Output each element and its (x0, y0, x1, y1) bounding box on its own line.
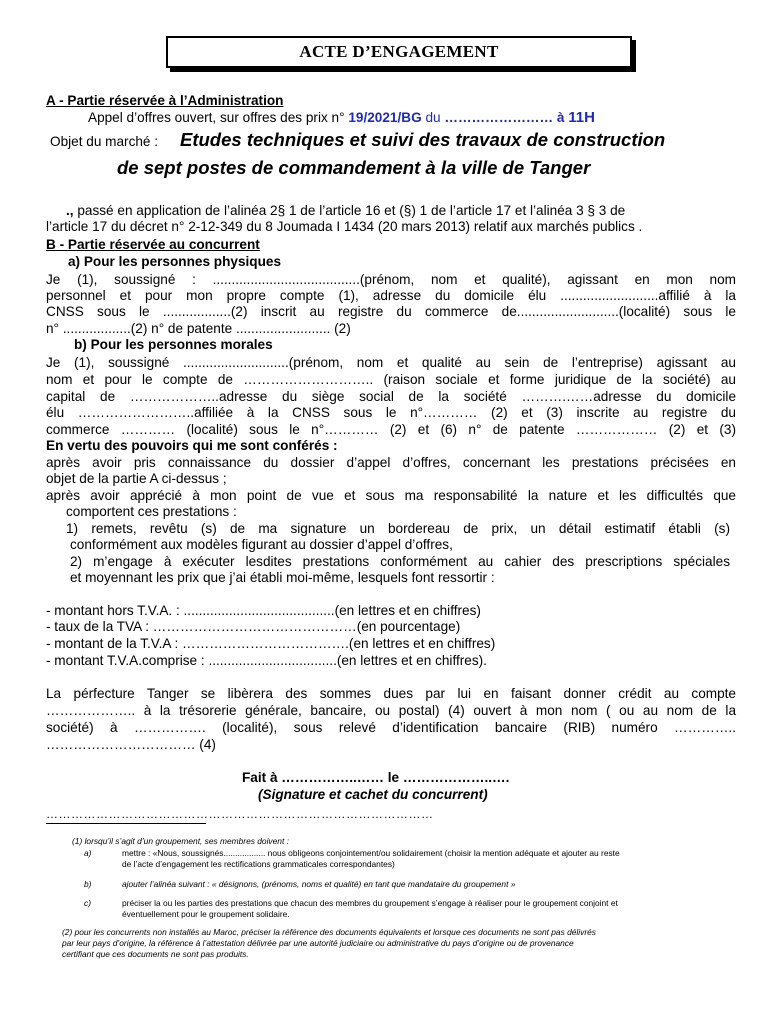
personnes-physiques-heading: a) Pour les personnes physiques (68, 254, 282, 269)
footnote-1c-line-1: préciser la ou les parties des prestations que chacun des membres du groupement s’engage à réaliser pour le groupement conjoint et (122, 898, 618, 908)
appel-du: du (425, 110, 441, 125)
fait-a-line: Fait à ……………..…… le ………………..…. (242, 770, 510, 785)
pouvoirs-line-3: après avoir apprécié à mon point de vue et sous ma responsabilité la nature et les difficultés que (46, 488, 736, 503)
pouvoirs-line-7: 2) m’engage à exécuter lesdites prestations conformément au cahier des prescriptions spéciales (70, 554, 730, 569)
morale-line-1: Je (1), soussigné ............................(prénom, nom et qualité au sein de l’entreprise) agissant au (46, 355, 736, 370)
appel-prefix: Appel d’offres ouvert, sur offres des prix n° (88, 110, 345, 125)
document-title: ACTE D’ENGAGEMENT (166, 36, 632, 68)
part-b-heading: B - Partie réservée au concurrent (46, 237, 260, 252)
montant-ht: - montant hors T.V.A. : ........................................(en lettres et en chiffres) (46, 603, 481, 618)
footnote-1a-line-1: mettre : «Nous, soussignés.................. nous obligeons conjointement/ou solidairement (choisir la mention adéquate et ajouter au reste (122, 848, 620, 858)
footnote-1a-line-2: de l’acte d’engagement les rectifications grammaticales correspondantes) (122, 859, 395, 869)
montant-tva: - montant de la T.V.A : ……………………………….(en lettres et en chiffres) (46, 636, 496, 651)
montant-ttc: - montant T.V.A.comprise : ..................................(en lettres et en chiffres). (46, 653, 487, 668)
pouvoirs-heading: En vertu des pouvoirs qui me sont conférés : (46, 438, 338, 453)
footnote-2-line-1: (2) pour les concurrents non installés au Maroc, préciser la référence des documents équivalents et lorsque ces documents ne sont pas délivrés (62, 927, 596, 937)
prefecture-line-1: La pérfecture Tanger se libèrera des sommes dues par lui en faisant donner crédit au compte (46, 686, 736, 701)
pouvoirs-line-2: objet de la partie A ci-dessus ; (46, 471, 227, 486)
physique-line-2: personnel et pour mon propre compte (1), adresse du domicile élu ..........................affilié à la (46, 288, 736, 303)
pouvoirs-line-1: après avoir pris connaissance du dossier d’appel d’offres, concernant les prestations précisées en (46, 455, 736, 470)
pouvoirs-line-4: comportent ces prestations : (66, 504, 237, 519)
objet-line-1: Etudes techniques et suivi des travaux de construction (180, 129, 666, 150)
passe-line-1 (66, 203, 736, 219)
appel-offres-line (88, 110, 768, 126)
objet-line-2: de sept postes de commandement à la ville de Tanger (117, 157, 591, 178)
personnes-morales-heading: b) Pour les personnes morales (74, 337, 273, 352)
prefecture-line-2: ……………….. à la trésorerie générale, bancaire, ou postal) (4) ouvert à mon nom ( ou au nom de la (46, 703, 736, 718)
footnote-1a-letter: a) (84, 848, 92, 858)
physique-line-3: CNSS sous le ..................(2) inscrit au registre du commerce de...........................(localité) sous le (46, 304, 736, 319)
footnote-2-line-2: par leur pays d’origine, la référence à l’attestation délivrée par une autorité judiciaire ou administrative du pays d’origine ou de provenance (62, 938, 574, 948)
pouvoirs-line-8: et moyennant les prix que j’ai établi moi-même, lesquels font ressortir : (70, 570, 495, 585)
part-a-heading: A - Partie réservée à l’Administration (46, 93, 284, 108)
physique-line-1: Je (1), soussigné : .......................................(prénom, nom et qualité), agissant en mon nom (46, 272, 736, 287)
passe-text-1: passé en application de l’alinéa 2§ 1 de l’article 16 et (§) 1 de l’article 17 et l’alinéa 3 § 3 de (77, 203, 626, 218)
footnote-1b-line-1: ajouter l’alinéa suivant : « désignons, (prénoms, noms et qualité) en tant que mandataire du groupement » (122, 879, 516, 889)
taux-tva: - taux de la TVA : ………………………………………(en pourcentage) (46, 619, 461, 634)
footnote-1b-letter: b) (84, 879, 92, 889)
footnote-2-line-3: certifiant que ces documents ne sont pas produits. (62, 949, 249, 959)
appel-time: 11H (568, 109, 595, 126)
appel-number: 19/2021/BG (348, 110, 422, 125)
morale-line-2: nom et pour le compte de ……………………….. (raison sociale et forme juridique de la société) au (46, 372, 736, 387)
objet-label: Objet du marché : (50, 134, 159, 149)
prefecture-line-3: société) à ……………. (localité), sous relevé d’identification bancaire (RIB) numéro ………….. (46, 720, 736, 735)
morale-line-4: élu ……………………..affiliée à la CNSS sous le n°………… (2) et (3) inscrite au registre du (46, 405, 736, 420)
pouvoirs-line-5: 1) remets, revêtu (s) de ma signature un bordereau de prix, un détail estimatif établi (s) (66, 521, 730, 536)
prefecture-line-4: …………………………… (4) (46, 737, 216, 752)
footnote-divider (46, 823, 206, 824)
morale-line-3: capital de ………………..adresse du siège social de la société ……….……adresse du domicile (46, 389, 736, 404)
passe-line-2: l’article 17 du décret n° 2-12-349 du 8 Joumada I 1434 (20 mars 2013) relatif aux marchés publics . (46, 219, 643, 234)
appel-dots: …………………… à (444, 110, 565, 125)
footnote-1-intro: (1) lorsqu’il s’agit d’un groupement, ses membres doivent : (72, 836, 289, 846)
physique-line-4: n° ..................(2) n° de patente ......................... (2) (46, 321, 351, 336)
signature-line: (Signature et cachet du concurrent) (258, 787, 488, 802)
signature-dots: ………………………………………………………………………………… (46, 807, 434, 821)
morale-line-5: commerce ………… (localité) sous le n°………… (2) et (6) n° de patente ……………… (2) et (3) (46, 422, 736, 437)
passe-mark: ., (66, 203, 74, 218)
pouvoirs-line-6: conformément aux modèles figurant au dossier d’appel d’offres, (70, 537, 453, 552)
footnote-1c-letter: c) (84, 898, 91, 908)
footnote-1c-line-2: éventuellement pour le groupement solidaire. (122, 909, 290, 919)
